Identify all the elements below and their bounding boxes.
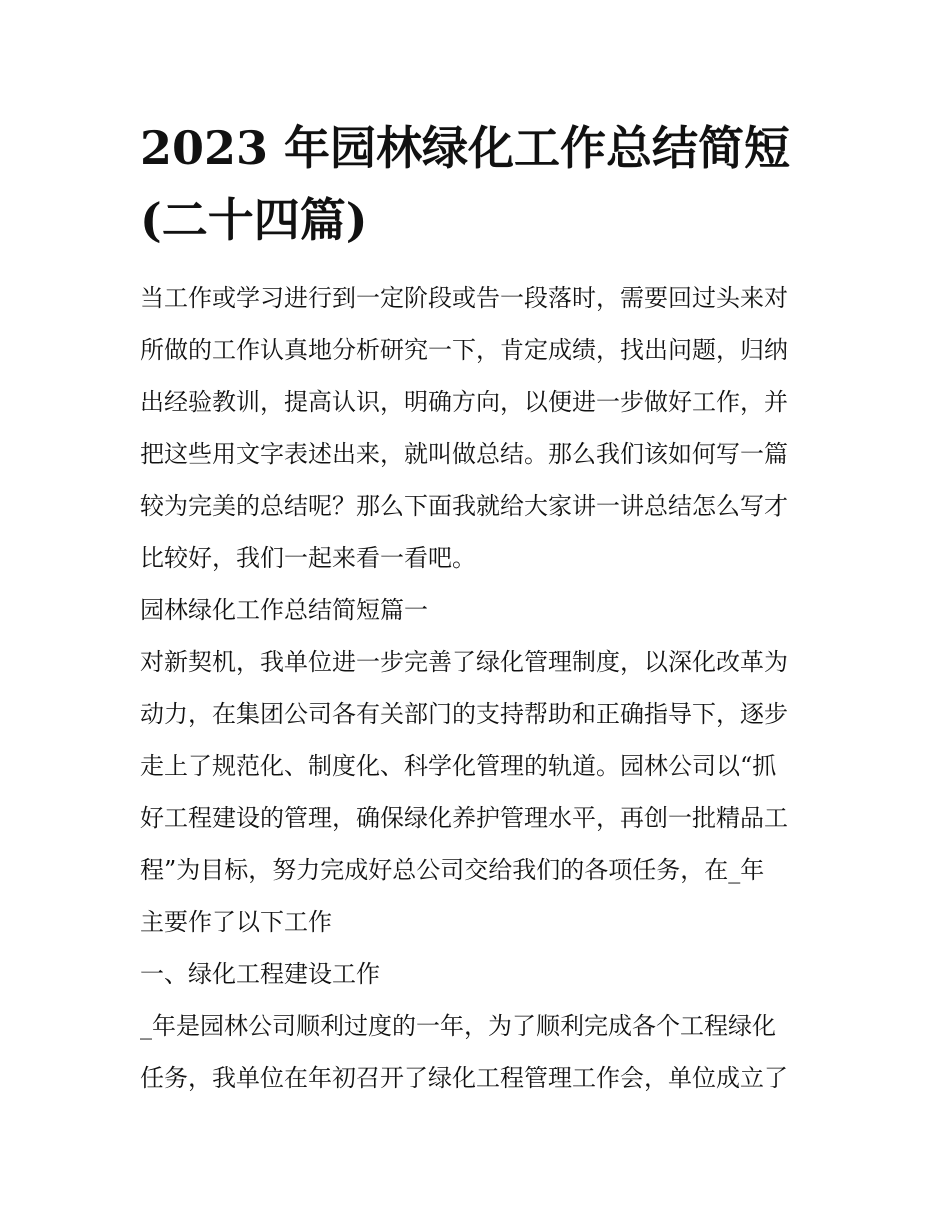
intro-line-2: 所做的工作认真地分析研究一下，肯定成绩，找出问题，归纳 [140,336,788,364]
subsection-heading: 一、绿化工程建设工作 [140,960,380,988]
intro-line-1: 当工作或学习进行到一定阶段或告一段落时，需要回过头来对 [140,284,788,312]
intro-line-4: 把这些用文字表述出来，就叫做总结。那么我们该如何写一篇 [140,440,788,468]
document-body [140,272,820,1104]
section-heading-part-one: 园林绿化工作总结简短篇一 [140,596,428,624]
paragraph-line-6: 主要作了以下工作 [140,908,332,936]
intro-line-3: 出经验教训，提高认识，明确方向，以便进一步做好工作，并 [140,388,788,416]
intro-line-6: 比较好，我们一起来看一看吧。 [140,544,476,572]
title-line-2: (二十四篇) [140,193,368,247]
paragraph-line-3: 走上了规范化、制度化、科学化管理的轨道。园林公司以“抓 [140,752,777,780]
paragraph-line-4: 好工程建设的管理，确保绿化养护管理水平，再创一批精品工 [140,804,788,832]
paragraph-line-5: 程”为目标，努力完成好总公司交给我们的各项任务，在_年 [140,856,765,884]
paragraph-line-1: 对新契机，我单位进一步完善了绿化管理制度，以深化改革为 [140,648,788,676]
paragraph-2-line-2: 任务，我单位在年初召开了绿化工程管理工作会，单位成立了 [140,1064,788,1092]
paragraph-2-line-1: _年是园林公司顺利过度的一年，为了顺利完成各个工程绿化 [140,1012,776,1040]
paragraph-line-2: 动力，在集团公司各有关部门的支持帮助和正确指导下，逐步 [140,700,788,728]
document-title [140,112,830,256]
intro-line-5: 较为完美的总结呢？那么下面我就给大家讲一讲总结怎么写才 [140,492,788,520]
title-line-1: 2023 年园林绿化工作总结简短 [140,121,791,175]
